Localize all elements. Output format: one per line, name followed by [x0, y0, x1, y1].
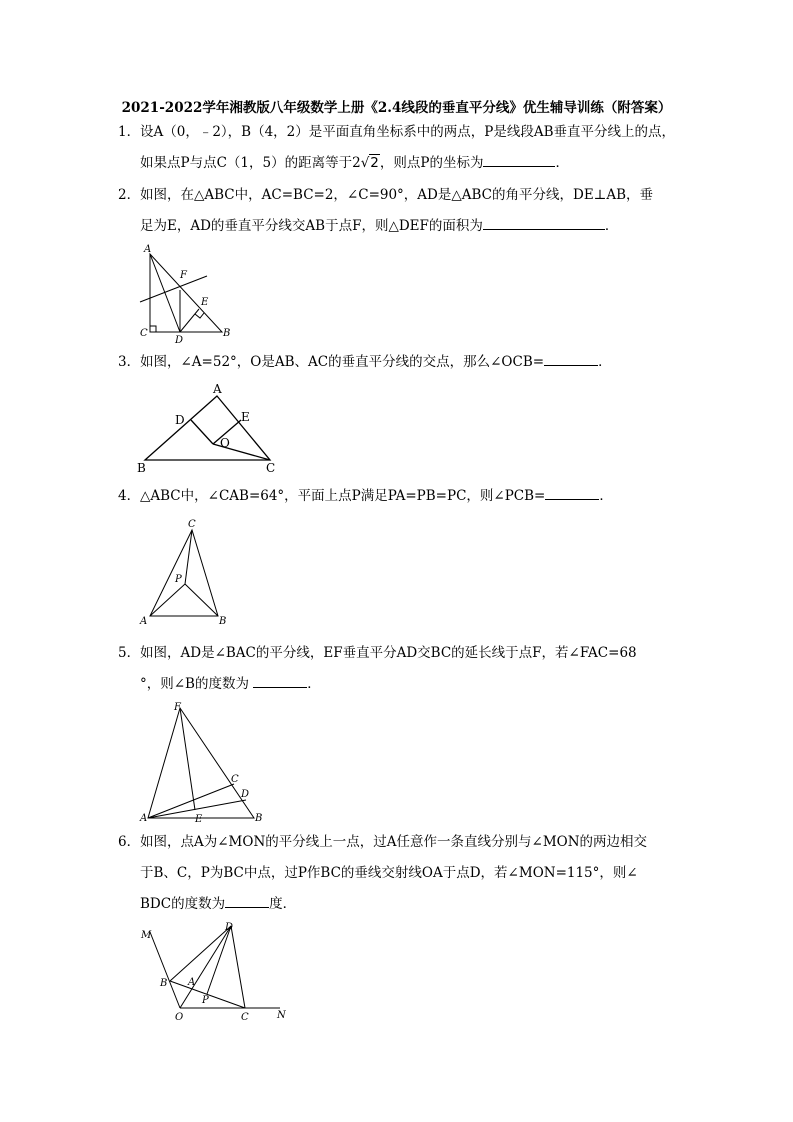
answer-blank[interactable] [544, 350, 598, 366]
point-label: D [225, 922, 234, 933]
question-text: 如图，在△ABC中，AC=BC=2，∠C=90°，AD是△ABC的角平分线，DE⊥AB，垂 [140, 187, 654, 203]
point-label: A [213, 382, 222, 396]
question-number: 4． [118, 488, 141, 504]
question-1-line-1 [118, 117, 683, 148]
question-5-line-1 [118, 638, 683, 669]
question-text: BDC的度数为 [140, 896, 226, 912]
point-label: B [160, 978, 168, 989]
answer-blank[interactable] [225, 892, 269, 908]
figure-q2 [130, 240, 240, 345]
question-6-line-1 [118, 827, 683, 858]
figure-q6 [135, 918, 300, 1023]
point-label: B [137, 461, 146, 475]
triangle-abc [145, 396, 270, 460]
point-label: A [140, 813, 148, 824]
point-label: F [180, 270, 187, 281]
point-label: C [188, 519, 196, 530]
ray-om [150, 932, 180, 1008]
point-label: B [255, 813, 263, 824]
question-number: 3． [118, 354, 141, 370]
figure-q3 [135, 380, 285, 475]
question-text: 如图，点A为∠MON的平分线上一点，过A任意作一条直线分别与∠MON的两边相交 [140, 834, 648, 850]
point-label: C [266, 461, 276, 475]
point-label: A [140, 616, 148, 627]
point-label: D [175, 413, 185, 427]
segment-ad [150, 254, 180, 332]
question-1-line-2 [118, 148, 683, 179]
point-label: M [141, 930, 152, 941]
segment-dc [231, 926, 245, 1008]
figure-q5 [138, 700, 268, 825]
question-text: 如图，AD是∠BAC的平分线，EF垂直平分AD交BC的延长线于点F，若∠FAC=68 [140, 645, 637, 661]
page-title: 2021-2022学年湘教版八年级数学上册《2.4线段的垂直平分线》优生辅导训练（附答案） [121, 100, 672, 116]
question-text: ． [555, 155, 569, 171]
point-label: E [195, 814, 203, 825]
question-text: 于B、C，P为BC中点，过P作BC的垂线交射线OA于点D，若∠MON=115°，则∠ [140, 865, 638, 881]
question-text: 足为E，AD的垂直平分线交AB于点F，则△DEF的面积为 [140, 218, 483, 234]
point-label: E [201, 297, 209, 308]
figure-q4 [140, 518, 240, 628]
question-text: ，则点P的坐标为 [379, 155, 484, 171]
point-label: E [241, 410, 250, 424]
point-label: D [175, 335, 184, 346]
question-3-line-1 [118, 347, 683, 378]
question-number: 1． [118, 124, 141, 140]
sqrt-symbol: √2 [360, 155, 379, 171]
answer-blank[interactable] [483, 214, 605, 230]
question-5 [118, 638, 683, 700]
point-label: C [241, 1012, 249, 1023]
segment-do [191, 420, 213, 444]
question-6-line-3 [118, 889, 683, 920]
point-label: O [175, 1012, 184, 1023]
question-2-line-1 [118, 180, 683, 211]
segment-bd [170, 926, 231, 981]
question-text: °，则∠B的度数为 [140, 676, 249, 692]
question-2-line-2 [118, 211, 683, 242]
point-label: O [220, 436, 230, 450]
question-text: △ABC中，∠CAB=64°，平面上点P满足PA=PB=PC，则∠PCB= [140, 488, 546, 504]
point-label: B [223, 328, 231, 339]
sqrt-radicand: 2 [370, 155, 379, 171]
question-text: 设A（0，﹣2），B（4，2）是平面直角坐标系中的两点，P是线段AB垂直平分线上的点， [140, 124, 676, 140]
question-text: 如果点P与点C（1，5）的距离等于2 [140, 155, 361, 171]
question-text: 如图，∠A=52°，O是AB、AC的垂直平分线的交点，那么∠OCB= [140, 354, 545, 370]
question-6 [118, 827, 683, 920]
question-3 [118, 347, 683, 378]
segment-pa [150, 584, 185, 616]
point-label: A [188, 977, 196, 988]
point-label: B [219, 616, 227, 627]
point-label: F [174, 702, 181, 713]
point-label: P [175, 574, 182, 585]
triangle-abc [150, 530, 218, 616]
answer-blank[interactable] [483, 151, 555, 167]
question-4 [118, 481, 683, 512]
point-label: N [277, 1010, 286, 1021]
question-6-line-2 [118, 858, 683, 889]
question-text: ． [599, 488, 613, 504]
question-text: ． [307, 676, 321, 692]
question-text: 度． [269, 896, 297, 912]
question-number: 6． [118, 834, 141, 850]
question-text: ． [598, 354, 612, 370]
question-1 [118, 117, 683, 179]
point-label: D [241, 789, 250, 800]
question-5-line-2 [118, 669, 683, 700]
question-text: ． [604, 218, 619, 234]
triangle-abc [150, 254, 222, 332]
question-2 [118, 180, 683, 242]
question-number: 5． [118, 645, 141, 661]
question-4-line-1 [118, 481, 683, 512]
segment-de [180, 309, 199, 332]
segment-fe [180, 708, 195, 810]
right-angle-mark [195, 313, 204, 318]
point-label: C [140, 328, 148, 339]
point-label: C [231, 774, 239, 785]
question-number: 2． [118, 187, 141, 203]
point-label: P [202, 995, 209, 1006]
point-label: A [144, 244, 152, 255]
answer-blank[interactable] [545, 484, 599, 500]
right-angle-mark [150, 326, 156, 332]
segment-ac [148, 784, 234, 818]
answer-blank[interactable] [253, 672, 307, 688]
